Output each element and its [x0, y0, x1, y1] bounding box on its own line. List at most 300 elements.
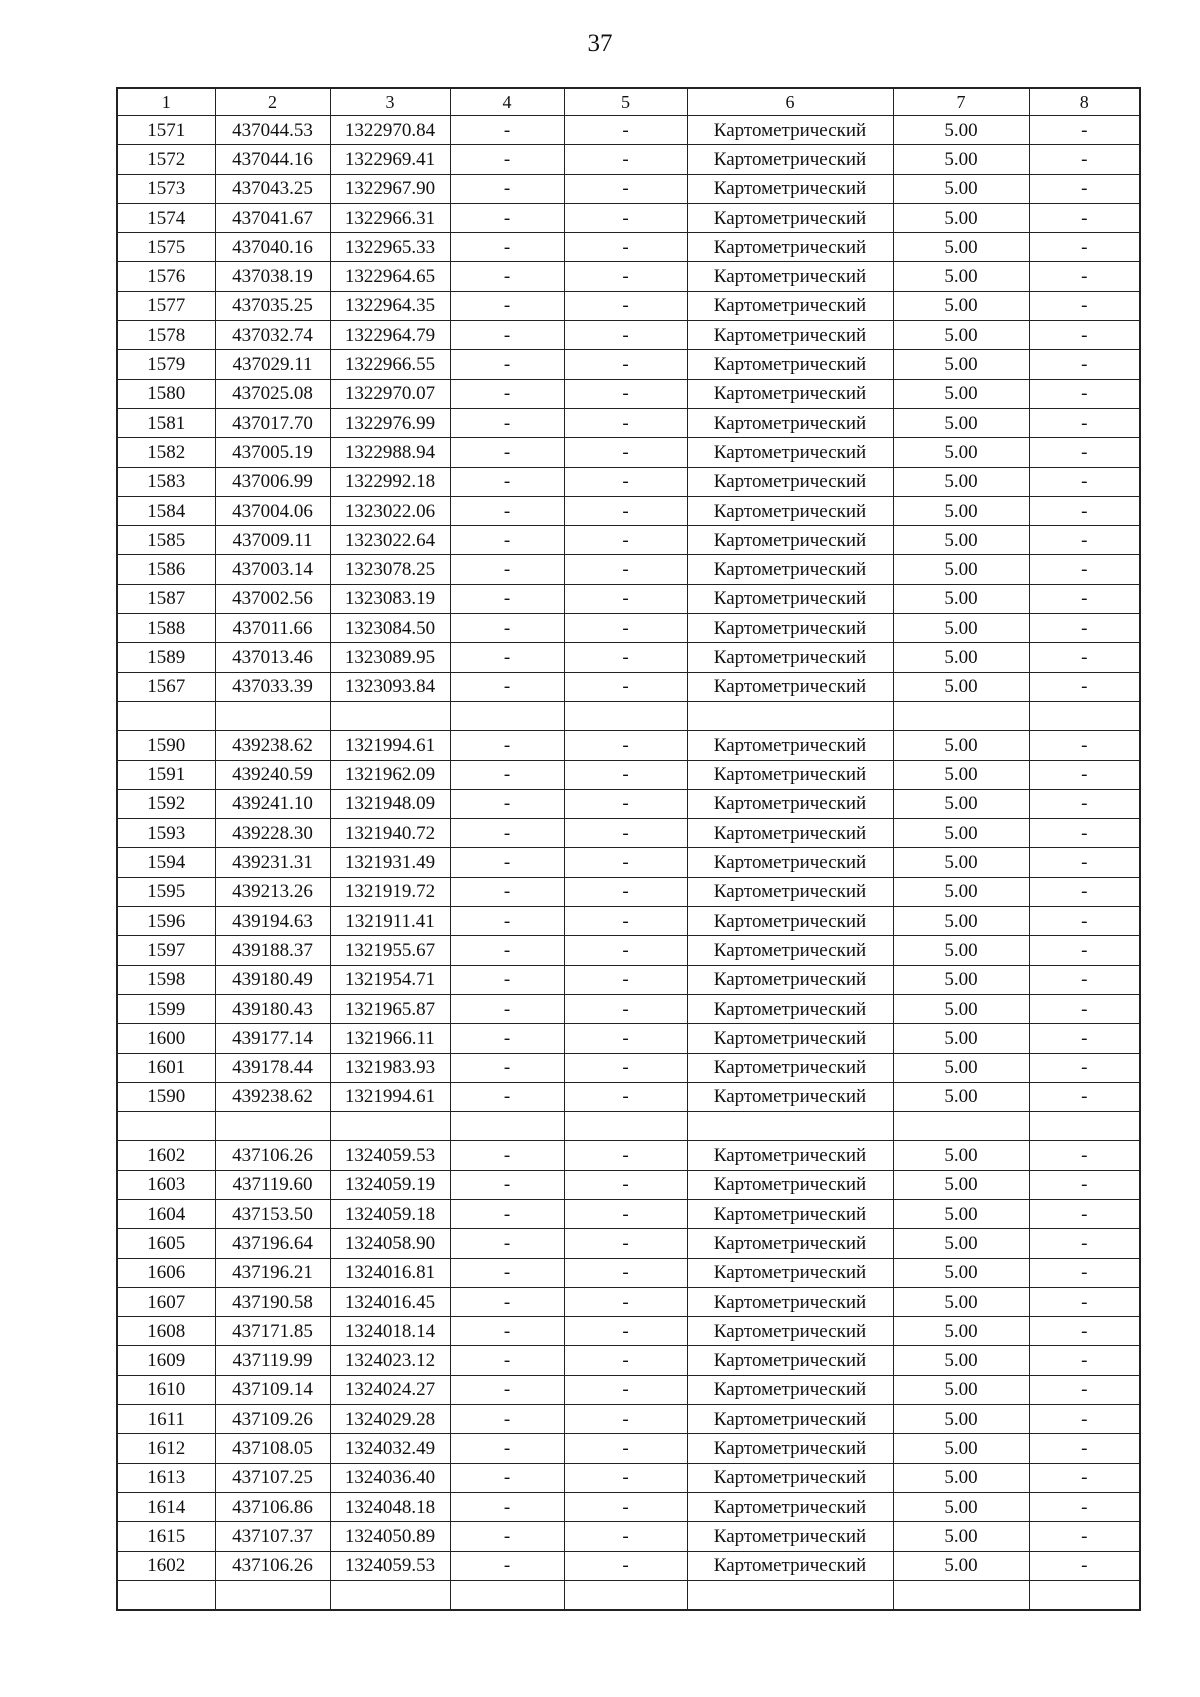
table-cell: Картометрический [687, 262, 893, 291]
table-cell: - [450, 819, 564, 848]
table-cell: - [450, 1522, 564, 1551]
table-cell: 1322976.99 [330, 408, 450, 437]
table-cell: 5.00 [893, 1375, 1029, 1404]
table-cell: - [450, 614, 564, 643]
table-cell: - [1029, 526, 1140, 555]
table-cell: - [564, 291, 687, 320]
table-cell: - [450, 174, 564, 203]
column-header: 4 [450, 88, 564, 116]
table-cell: 1322970.84 [330, 116, 450, 145]
table-cell: 439213.26 [215, 877, 330, 906]
table-cell: 5.00 [893, 321, 1029, 350]
table-cell: 1590 [117, 731, 215, 760]
table-cell: - [1029, 789, 1140, 818]
table-cell: - [1029, 379, 1140, 408]
table-cell: 5.00 [893, 1199, 1029, 1228]
table-cell [687, 1580, 893, 1610]
table-cell: 1322964.35 [330, 291, 450, 320]
table-cell: Картометрический [687, 1434, 893, 1463]
table-cell: - [450, 731, 564, 760]
table-cell: 1321954.71 [330, 965, 450, 994]
table-cell: 1322967.90 [330, 174, 450, 203]
table-cell: - [450, 1346, 564, 1375]
table-row [117, 1112, 1140, 1141]
table-cell: 1589 [117, 643, 215, 672]
table-cell: 1323093.84 [330, 672, 450, 701]
table-row [117, 1492, 1140, 1521]
table-cell: 5.00 [893, 233, 1029, 262]
table-cell: - [450, 496, 564, 525]
table-cell: 5.00 [893, 1522, 1029, 1551]
table-row [117, 174, 1140, 203]
table-cell: 1602 [117, 1141, 215, 1170]
table-cell: 5.00 [893, 877, 1029, 906]
table-cell: 5.00 [893, 145, 1029, 174]
table-cell: - [1029, 1492, 1140, 1521]
table-cell: - [1029, 262, 1140, 291]
table-cell: - [564, 496, 687, 525]
table-cell: 437190.58 [215, 1287, 330, 1316]
table-row [117, 877, 1140, 906]
table-cell: Картометрический [687, 1199, 893, 1228]
table-cell: 437107.37 [215, 1522, 330, 1551]
table-cell [564, 1112, 687, 1141]
table-cell [450, 1580, 564, 1610]
table-cell: 1323089.95 [330, 643, 450, 672]
table-cell: 5.00 [893, 116, 1029, 145]
table-cell: 1613 [117, 1463, 215, 1492]
table-row [117, 994, 1140, 1023]
table-cell: 5.00 [893, 203, 1029, 232]
table-cell: 1601 [117, 1053, 215, 1082]
table-cell: - [564, 994, 687, 1023]
table-cell: 1324036.40 [330, 1463, 450, 1492]
table-row [117, 467, 1140, 496]
table-cell: - [1029, 496, 1140, 525]
table-cell: 5.00 [893, 994, 1029, 1023]
table-cell: - [1029, 877, 1140, 906]
table-row [117, 526, 1140, 555]
table-cell: 437107.25 [215, 1463, 330, 1492]
table-row [117, 819, 1140, 848]
table-cell: - [450, 672, 564, 701]
table-cell [117, 701, 215, 730]
table-cell: 1594 [117, 848, 215, 877]
table-cell: - [1029, 994, 1140, 1023]
column-header: 6 [687, 88, 893, 116]
table-cell [893, 1112, 1029, 1141]
table-cell: Картометрический [687, 1258, 893, 1287]
table-cell: 437009.11 [215, 526, 330, 555]
table-cell: 1586 [117, 555, 215, 584]
table-cell: Картометрический [687, 1024, 893, 1053]
table-cell: - [1029, 174, 1140, 203]
table-cell: 5.00 [893, 379, 1029, 408]
table-cell: 439231.31 [215, 848, 330, 877]
table-cell: 1608 [117, 1317, 215, 1346]
table-cell: - [1029, 1405, 1140, 1434]
table-cell: - [1029, 1141, 1140, 1170]
table-row [117, 936, 1140, 965]
table-cell: 1607 [117, 1287, 215, 1316]
table-cell: - [1029, 1229, 1140, 1258]
table-cell: - [564, 672, 687, 701]
table-cell: - [450, 1317, 564, 1346]
table-cell: 1324023.12 [330, 1346, 450, 1375]
table-cell [1029, 701, 1140, 730]
table-cell: 5.00 [893, 1551, 1029, 1580]
table-cell: 1598 [117, 965, 215, 994]
table-cell: 5.00 [893, 1024, 1029, 1053]
table-cell: 437004.06 [215, 496, 330, 525]
table-cell: 1321994.61 [330, 1082, 450, 1111]
column-header: 5 [564, 88, 687, 116]
table-cell [687, 1112, 893, 1141]
table-cell: 437038.19 [215, 262, 330, 291]
table-cell: Картометрический [687, 1317, 893, 1346]
table-cell: Картометрический [687, 1375, 893, 1404]
table-cell: - [1029, 291, 1140, 320]
table-cell: 1602 [117, 1551, 215, 1580]
table-cell: Картометрический [687, 760, 893, 789]
table-row [117, 907, 1140, 936]
table-cell: - [564, 907, 687, 936]
table-cell: - [1029, 1522, 1140, 1551]
table-cell: - [1029, 731, 1140, 760]
column-header: 8 [1029, 88, 1140, 116]
table-cell: 1323078.25 [330, 555, 450, 584]
table-cell: 5.00 [893, 1317, 1029, 1346]
table-row [117, 379, 1140, 408]
table-cell: 1322970.07 [330, 379, 450, 408]
table-cell: 1321966.11 [330, 1024, 450, 1053]
table-cell: - [1029, 1375, 1140, 1404]
table-cell: 1321911.41 [330, 907, 450, 936]
table-cell: 1324059.53 [330, 1551, 450, 1580]
page-number: 37 [587, 30, 613, 57]
table-cell: - [564, 321, 687, 350]
table-cell [893, 701, 1029, 730]
table-cell: - [1029, 203, 1140, 232]
table-cell: Картометрический [687, 877, 893, 906]
table-cell: 5.00 [893, 496, 1029, 525]
table-cell: 437040.16 [215, 233, 330, 262]
table-cell: - [564, 116, 687, 145]
table-row [117, 848, 1140, 877]
table-cell [893, 1580, 1029, 1610]
table-cell: 437002.56 [215, 584, 330, 613]
table-cell: - [564, 1405, 687, 1434]
table-cell [117, 1112, 215, 1141]
table-cell: - [564, 1229, 687, 1258]
table-body [117, 116, 1140, 1611]
table-cell: - [564, 145, 687, 174]
table-row [117, 350, 1140, 379]
table-row [117, 584, 1140, 613]
table-cell: - [564, 1346, 687, 1375]
table-cell: 5.00 [893, 1229, 1029, 1258]
table-cell: - [564, 1317, 687, 1346]
table-cell: 1323022.64 [330, 526, 450, 555]
table-cell: 5.00 [893, 1082, 1029, 1111]
table-cell: 1324059.18 [330, 1199, 450, 1228]
table-cell: 1604 [117, 1199, 215, 1228]
table-cell: - [450, 1141, 564, 1170]
table-cell: Картометрический [687, 1463, 893, 1492]
table-cell: 437196.64 [215, 1229, 330, 1258]
table-cell: - [1029, 467, 1140, 496]
table-cell: - [564, 350, 687, 379]
table-cell: 439194.63 [215, 907, 330, 936]
table-cell: - [450, 379, 564, 408]
table-cell: 5.00 [893, 1492, 1029, 1521]
table-cell: - [1029, 1317, 1140, 1346]
table-cell: 1322965.33 [330, 233, 450, 262]
table-cell: 1322992.18 [330, 467, 450, 496]
table-cell: - [1029, 643, 1140, 672]
table-cell: - [564, 584, 687, 613]
table-row [117, 496, 1140, 525]
table-cell: 1614 [117, 1492, 215, 1521]
table-cell: Картометрический [687, 526, 893, 555]
table-cell: - [1029, 614, 1140, 643]
table-cell: 5.00 [893, 1170, 1029, 1199]
table-cell: - [1029, 408, 1140, 437]
table-cell: 1611 [117, 1405, 215, 1434]
table-cell: - [564, 936, 687, 965]
table-cell [1029, 1580, 1140, 1610]
table-cell: Картометрический [687, 145, 893, 174]
table-cell: 5.00 [893, 291, 1029, 320]
table-cell: - [564, 467, 687, 496]
table-cell [215, 1112, 330, 1141]
table-cell: Картометрический [687, 1551, 893, 1580]
table-cell: 437032.74 [215, 321, 330, 350]
table-cell [1029, 1112, 1140, 1141]
table-row [117, 1024, 1140, 1053]
table-cell: 437029.11 [215, 350, 330, 379]
table-cell: - [564, 1082, 687, 1111]
table-cell: 437119.99 [215, 1346, 330, 1375]
table-cell: - [1029, 1170, 1140, 1199]
table-cell: - [450, 1551, 564, 1580]
table-cell: - [564, 262, 687, 291]
table-cell: 5.00 [893, 1141, 1029, 1170]
table-cell: 1321994.61 [330, 731, 450, 760]
table-cell: 5.00 [893, 262, 1029, 291]
column-header: 3 [330, 88, 450, 116]
table-cell: - [450, 848, 564, 877]
table-cell: 1322964.79 [330, 321, 450, 350]
table-cell: - [564, 1053, 687, 1082]
table-cell: Картометрический [687, 907, 893, 936]
table-cell: 5.00 [893, 467, 1029, 496]
table-cell: 5.00 [893, 760, 1029, 789]
table-cell: - [450, 1434, 564, 1463]
table-cell: Картометрический [687, 848, 893, 877]
column-header: 1 [117, 88, 215, 116]
table-cell: 437044.53 [215, 116, 330, 145]
table-cell: 1591 [117, 760, 215, 789]
table-cell: 1588 [117, 614, 215, 643]
table-cell: - [564, 555, 687, 584]
table-row [117, 321, 1140, 350]
table-cell: Картометрический [687, 174, 893, 203]
table-cell: Картометрический [687, 819, 893, 848]
table-header-row [117, 88, 1140, 116]
table-row [117, 1405, 1140, 1434]
table-cell: - [564, 526, 687, 555]
table-cell: 437006.99 [215, 467, 330, 496]
table-cell: 5.00 [893, 438, 1029, 467]
table-cell: - [564, 1258, 687, 1287]
table-cell: - [564, 848, 687, 877]
table-row [117, 116, 1140, 145]
table-row [117, 760, 1140, 789]
table-cell: 1324018.14 [330, 1317, 450, 1346]
table-cell: - [1029, 965, 1140, 994]
table-cell: 437108.05 [215, 1434, 330, 1463]
table-cell: 1321983.93 [330, 1053, 450, 1082]
table-row [117, 1141, 1140, 1170]
table-cell: 5.00 [893, 936, 1029, 965]
table-cell: 439241.10 [215, 789, 330, 818]
table-cell: 5.00 [893, 1463, 1029, 1492]
table-cell: - [450, 1463, 564, 1492]
table-cell [564, 701, 687, 730]
table-cell: 1321940.72 [330, 819, 450, 848]
table-cell: Картометрический [687, 1522, 893, 1551]
table-cell: - [564, 1434, 687, 1463]
table-cell: 1324032.49 [330, 1434, 450, 1463]
table-cell [687, 701, 893, 730]
table-cell: 437109.26 [215, 1405, 330, 1434]
table-cell: 1587 [117, 584, 215, 613]
table-cell: - [450, 233, 564, 262]
table-cell: 1324059.53 [330, 1141, 450, 1170]
table-row [117, 233, 1140, 262]
table-cell: - [450, 1287, 564, 1316]
table-cell: 1583 [117, 467, 215, 496]
table-cell: - [564, 614, 687, 643]
table-cell [330, 1112, 450, 1141]
table-cell: 1610 [117, 1375, 215, 1404]
table-cell: - [564, 203, 687, 232]
table-cell: 1322969.41 [330, 145, 450, 174]
table-cell: - [450, 1199, 564, 1228]
table-cell: 1600 [117, 1024, 215, 1053]
table-cell [564, 1580, 687, 1610]
table-cell: - [564, 1024, 687, 1053]
table-cell: 5.00 [893, 584, 1029, 613]
table-cell: - [1029, 555, 1140, 584]
table-cell: - [450, 1375, 564, 1404]
table-cell [330, 701, 450, 730]
table-cell: 1324016.45 [330, 1287, 450, 1316]
table-cell [117, 1580, 215, 1610]
table-row [117, 1317, 1140, 1346]
table-cell: 5.00 [893, 174, 1029, 203]
table-cell: Картометрический [687, 672, 893, 701]
table-cell: - [564, 1463, 687, 1492]
table-cell: 5.00 [893, 526, 1029, 555]
table-cell: - [1029, 145, 1140, 174]
table-cell: - [450, 321, 564, 350]
table-cell: - [450, 760, 564, 789]
table-row [117, 789, 1140, 818]
table-cell: - [564, 379, 687, 408]
table-cell: Картометрический [687, 936, 893, 965]
table-cell: - [1029, 907, 1140, 936]
table-cell: - [1029, 1346, 1140, 1375]
table-cell: - [1029, 936, 1140, 965]
table-cell: - [564, 877, 687, 906]
table-cell: - [1029, 1082, 1140, 1111]
table-cell: 437153.50 [215, 1199, 330, 1228]
table-cell [450, 1112, 564, 1141]
table-cell: 5.00 [893, 848, 1029, 877]
table-row [117, 701, 1140, 730]
table-cell: 437106.26 [215, 1551, 330, 1580]
table-cell: Картометрический [687, 203, 893, 232]
table-cell: 439188.37 [215, 936, 330, 965]
table-cell: 1606 [117, 1258, 215, 1287]
table-cell: Картометрический [687, 408, 893, 437]
table-row [117, 1375, 1140, 1404]
table-cell: 437171.85 [215, 1317, 330, 1346]
table-cell: 437035.25 [215, 291, 330, 320]
table-cell: 1599 [117, 994, 215, 1023]
table-row [117, 438, 1140, 467]
table-cell: 1579 [117, 350, 215, 379]
table-cell: 5.00 [893, 731, 1029, 760]
table-cell: 437011.66 [215, 614, 330, 643]
table-cell: 5.00 [893, 819, 1029, 848]
table-cell: - [1029, 321, 1140, 350]
table-cell: 1595 [117, 877, 215, 906]
table-cell: - [564, 643, 687, 672]
table-row [117, 1434, 1140, 1463]
table-cell: 1585 [117, 526, 215, 555]
table-row [117, 291, 1140, 320]
table-cell: 439178.44 [215, 1053, 330, 1082]
table-cell: - [450, 350, 564, 379]
table-cell: 5.00 [893, 1258, 1029, 1287]
table-cell: 1321919.72 [330, 877, 450, 906]
table-cell: 1322988.94 [330, 438, 450, 467]
table-cell: 1584 [117, 496, 215, 525]
table-cell: - [564, 789, 687, 818]
table-cell: 1324024.27 [330, 1375, 450, 1404]
table-cell: Картометрический [687, 1170, 893, 1199]
table-cell: 437025.08 [215, 379, 330, 408]
table-row [117, 408, 1140, 437]
table-cell: - [450, 438, 564, 467]
table-cell: - [450, 467, 564, 496]
table-cell: Картометрический [687, 496, 893, 525]
table-cell: 5.00 [893, 1434, 1029, 1463]
table-cell: - [450, 1258, 564, 1287]
table-cell: - [450, 1024, 564, 1053]
table-row [117, 672, 1140, 701]
table-cell: 1323083.19 [330, 584, 450, 613]
table-cell: - [450, 262, 564, 291]
table-row [117, 1170, 1140, 1199]
table-cell: - [450, 1405, 564, 1434]
table-cell: - [450, 145, 564, 174]
table-row [117, 965, 1140, 994]
table-cell [330, 1580, 450, 1610]
